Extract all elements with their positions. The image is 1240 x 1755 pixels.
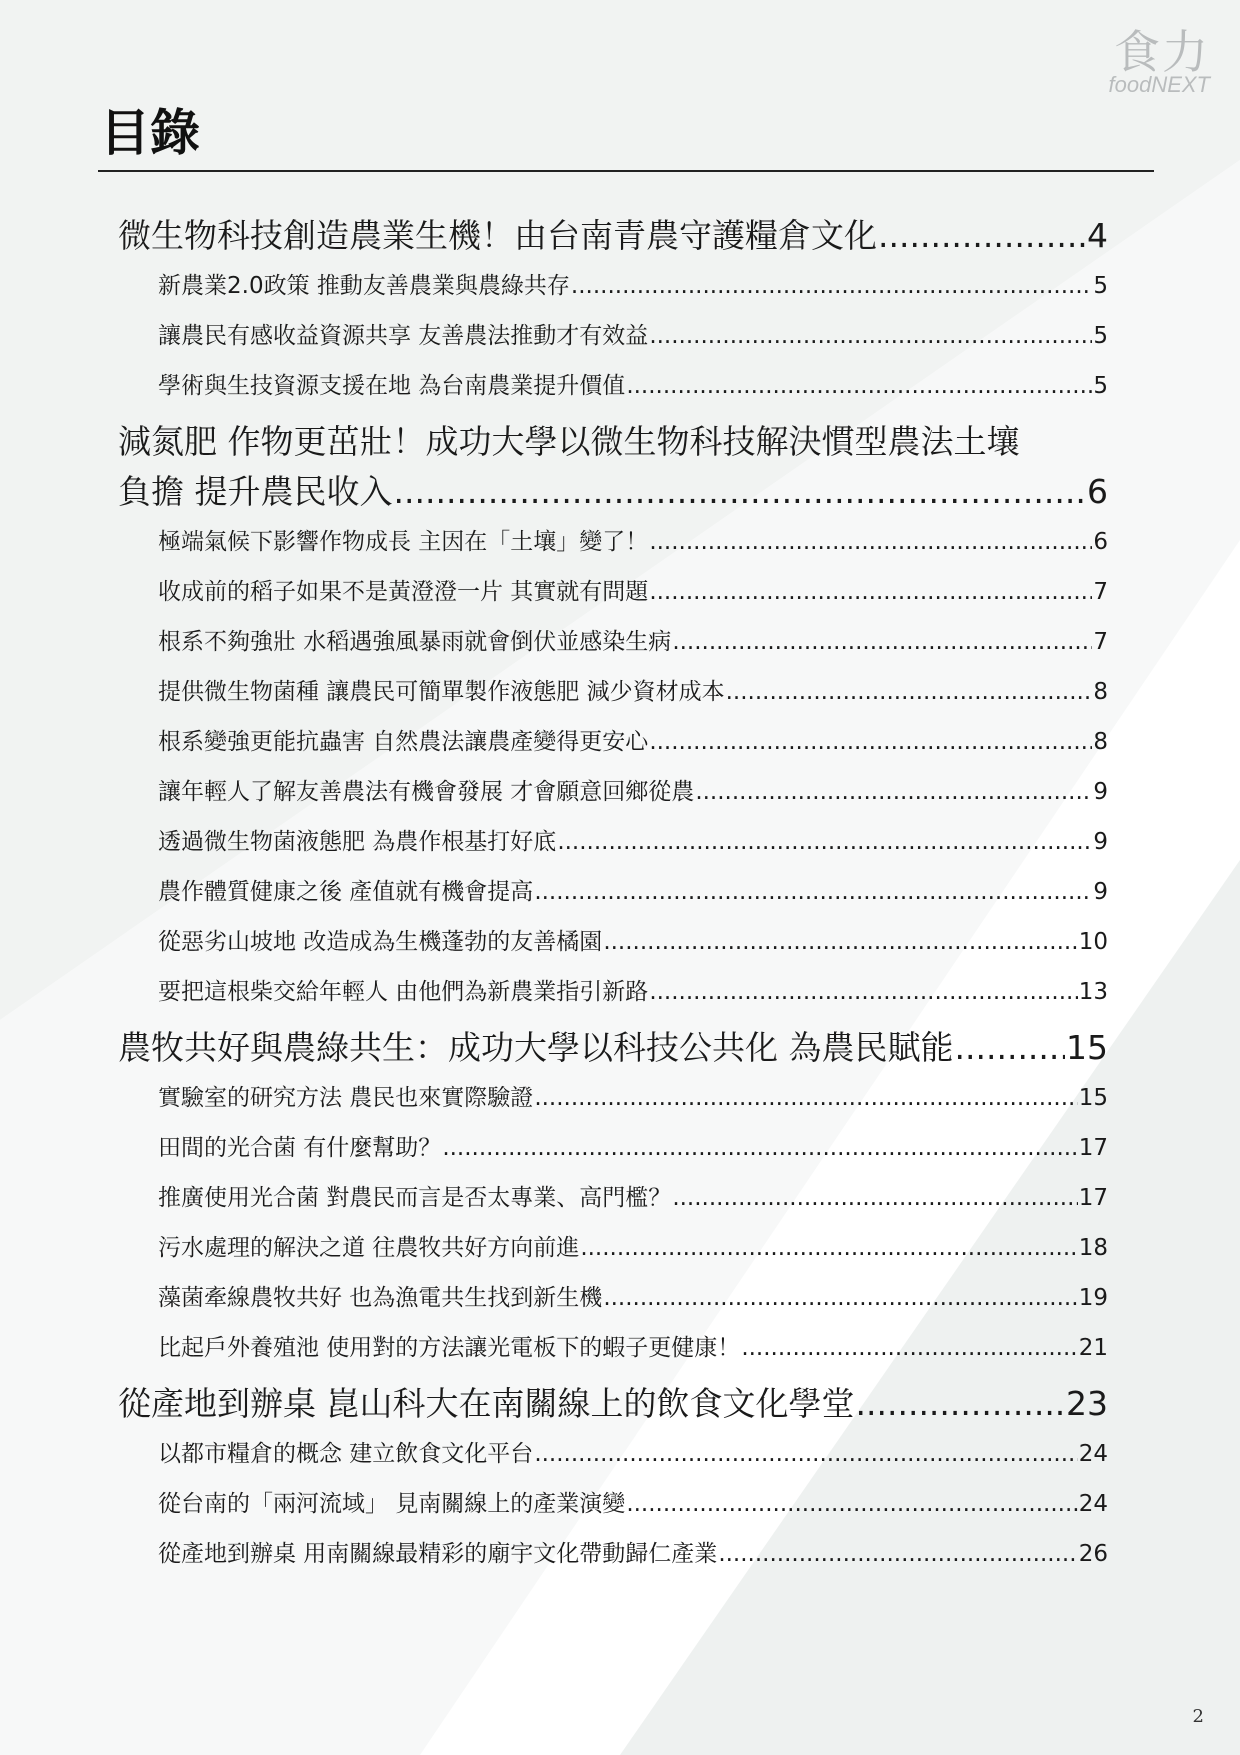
- toc-sub-entry[interactable]: [118, 767, 1108, 817]
- toc-page-number: 9: [1093, 779, 1108, 805]
- dot-leader: [626, 361, 1092, 411]
- toc-sub-title: 污水處理的解決之道 往農牧共好方向前進: [158, 1235, 580, 1261]
- toc-page-number: 15: [1066, 1028, 1108, 1067]
- toc-page-number: 7: [1093, 629, 1108, 655]
- toc-sub-entry[interactable]: [118, 1323, 1108, 1373]
- toc-sub-entry[interactable]: [118, 667, 1108, 717]
- toc-sub-entry[interactable]: [118, 717, 1108, 767]
- toc-page-number: 15: [1078, 1085, 1108, 1111]
- page-title: 目錄: [100, 103, 200, 162]
- toc-sub-entry[interactable]: [118, 817, 1108, 867]
- toc-sub-title: 從台南的「兩河流域」 見南關線上的產業演變: [158, 1491, 626, 1517]
- toc-main-title: 從產地到辦桌 崑山科大在南關線上的飲食文化學堂: [118, 1384, 855, 1423]
- toc-sub-entry[interactable]: [118, 967, 1108, 1017]
- toc-main-title-line2: 負擔 提升農民收入: [118, 472, 393, 511]
- toc-sub-title: 極端氣候下影響作物成長 主因在「土壤」變了！: [158, 529, 649, 555]
- toc-sub-title: 從產地到辦桌 用南關線最精彩的廟宇文化帶動歸仁產業: [158, 1541, 718, 1567]
- toc-page-number: 4: [1087, 216, 1108, 255]
- toc-sub-entry[interactable]: [118, 867, 1108, 917]
- toc-page-number: 9: [1093, 829, 1108, 855]
- toc-page-number: 6: [1087, 472, 1108, 511]
- dot-leader: [534, 867, 1092, 917]
- dot-leader: [718, 1529, 1077, 1579]
- dot-leader: [955, 1023, 1066, 1073]
- toc-sub-entry[interactable]: [118, 1223, 1108, 1273]
- toc-sub-entry[interactable]: [118, 1173, 1108, 1223]
- dot-leader: [557, 817, 1092, 867]
- toc-sub-entry[interactable]: [118, 1273, 1108, 1323]
- toc-sub-entry[interactable]: [118, 1073, 1108, 1123]
- toc-page-number: 9: [1093, 879, 1108, 905]
- dot-leader: [649, 311, 1092, 361]
- dot-leader: [649, 717, 1092, 767]
- toc-sub-title: 要把這根柴交給年輕人 由他們為新農業指引新路: [158, 979, 649, 1005]
- dot-leader: [741, 1323, 1077, 1373]
- toc-page-number: 7: [1093, 579, 1108, 605]
- toc-page-number: 10: [1078, 929, 1108, 955]
- toc-sub-entry[interactable]: [118, 1123, 1108, 1173]
- toc-sub-entry[interactable]: [118, 311, 1108, 361]
- toc-page-number: 5: [1093, 373, 1108, 399]
- dot-leader: [534, 1073, 1077, 1123]
- toc-sub-title: 比起戶外養殖池 使用對的方法讓光電板下的蝦子更健康！: [158, 1335, 741, 1361]
- toc-main-entry[interactable]: [118, 211, 1108, 261]
- toc-sub-title: 提供微生物菌種 讓農民可簡單製作液態肥 減少資材成本: [158, 679, 725, 705]
- toc-sub-entry[interactable]: [118, 1479, 1108, 1529]
- toc-page-number: 8: [1093, 729, 1108, 755]
- toc-main-entry[interactable]: [118, 1023, 1108, 1073]
- toc-sub-entry[interactable]: [118, 361, 1108, 411]
- title-divider: [98, 170, 1154, 172]
- toc-main-entry[interactable]: [118, 417, 1108, 517]
- toc-sub-entry[interactable]: [118, 517, 1108, 567]
- dot-leader: [695, 767, 1092, 817]
- toc-page-number: 18: [1078, 1235, 1108, 1261]
- toc-main-title-line1: 減氮肥 作物更茁壯！成功大學以微生物科技解決慣型農法土壤: [118, 422, 1020, 461]
- toc-page-number: 13: [1078, 979, 1108, 1005]
- dot-leader: [878, 211, 1086, 261]
- dot-leader: [580, 1223, 1077, 1273]
- toc-page-number: 17: [1078, 1185, 1108, 1211]
- toc-main-title-line2-row: [118, 467, 1108, 517]
- toc-sub-title: 以都市糧倉的概念 建立飲食文化平台: [158, 1441, 534, 1467]
- dot-leader: [649, 567, 1092, 617]
- dot-leader: [649, 517, 1092, 567]
- dot-leader: [626, 1479, 1077, 1529]
- toc-page-number: 19: [1078, 1285, 1108, 1311]
- toc-sub-title: 收成前的稻子如果不是黃澄澄一片 其實就有問題: [158, 579, 649, 605]
- dot-leader: [672, 1173, 1077, 1223]
- dot-leader: [726, 667, 1093, 717]
- dot-leader: [649, 967, 1077, 1017]
- toc-sub-title: 透過微生物菌液態肥 為農作根基打好底: [158, 829, 557, 855]
- toc-sub-title: 讓年輕人了解友善農法有機會發展 才會願意回鄉從農: [158, 779, 695, 805]
- toc-sub-entry[interactable]: [118, 567, 1108, 617]
- toc-page-number: 5: [1093, 273, 1108, 299]
- toc-main-title: 微生物科技創造農業生機！由台南青農守護糧倉文化: [118, 216, 877, 255]
- toc-sub-title: 田間的光合菌 有什麼幫助？: [158, 1135, 442, 1161]
- dot-leader: [672, 617, 1092, 667]
- toc-sub-entry[interactable]: [118, 1429, 1108, 1479]
- toc-sub-entry[interactable]: [118, 917, 1108, 967]
- toc-sub-title: 根系變強更能抗蟲害 自然農法讓農產變得更安心: [158, 729, 649, 755]
- logo-chinese: 食力: [1114, 25, 1210, 79]
- toc-page-number: 21: [1078, 1335, 1108, 1361]
- dot-leader: [394, 467, 1087, 517]
- foodnext-logo: [1100, 26, 1210, 96]
- table-of-contents: [118, 205, 1108, 1579]
- toc-main-entry[interactable]: [118, 1379, 1108, 1429]
- dot-leader: [442, 1123, 1077, 1173]
- logo-english: foodNEXT: [1108, 72, 1210, 97]
- dot-leader: [603, 1273, 1077, 1323]
- toc-page-number: 8: [1093, 679, 1108, 705]
- toc-sub-title: 從惡劣山坡地 改造成為生機蓬勃的友善橘園: [158, 929, 603, 955]
- toc-page-number: 26: [1078, 1541, 1108, 1567]
- toc-sub-entry[interactable]: [118, 261, 1108, 311]
- toc-sub-title: 新農業2.0政策 推動友善農業與農綠共存: [158, 273, 570, 299]
- toc-page-number: 24: [1078, 1491, 1108, 1517]
- page-number: 2: [1192, 1706, 1204, 1727]
- toc-sub-title: 讓農民有感收益資源共享 友善農法推動才有效益: [158, 323, 649, 349]
- dot-leader: [856, 1379, 1066, 1429]
- toc-page-number: 24: [1078, 1441, 1108, 1467]
- dot-leader: [571, 261, 1092, 311]
- toc-sub-title: 實驗室的研究方法 農民也來實際驗證: [158, 1085, 534, 1111]
- toc-page-number: 23: [1066, 1384, 1108, 1423]
- toc-main-title: 農牧共好與農綠共生：成功大學以科技公共化 為農民賦能: [118, 1028, 954, 1067]
- dot-leader: [534, 1429, 1077, 1479]
- toc-sub-entry[interactable]: [118, 1529, 1108, 1579]
- toc-page-number: 17: [1078, 1135, 1108, 1161]
- toc-sub-title: 藻菌牽線農牧共好 也為漁電共生找到新生機: [158, 1285, 603, 1311]
- toc-sub-title: 學術與生技資源支援在地 為台南農業提升價值: [158, 373, 626, 399]
- toc-sub-entry[interactable]: [118, 617, 1108, 667]
- toc-sub-title: 農作體質健康之後 產值就有機會提高: [158, 879, 534, 905]
- toc-page-number: 6: [1093, 529, 1108, 555]
- dot-leader: [603, 917, 1077, 967]
- toc-sub-title: 推廣使用光合菌 對農民而言是否太專業、高門檻？: [158, 1185, 672, 1211]
- toc-sub-title: 根系不夠強壯 水稻遇強風暴雨就會倒伏並感染生病: [158, 629, 672, 655]
- toc-page-number: 5: [1093, 323, 1108, 349]
